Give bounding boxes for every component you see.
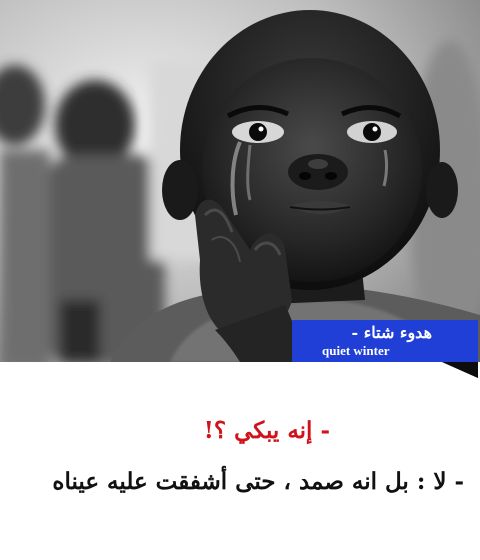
brand-watermark xyxy=(292,318,480,380)
dialogue-question: - إنه يبكي ؟! xyxy=(203,417,330,444)
brand-english-name: quiet winter xyxy=(322,343,390,358)
brand-arabic-name: هدوء شتاء - xyxy=(351,323,432,342)
dialogue-answer: - لا : بل انه صمد ، حتى أشفقت عليه عيناه xyxy=(52,468,464,495)
